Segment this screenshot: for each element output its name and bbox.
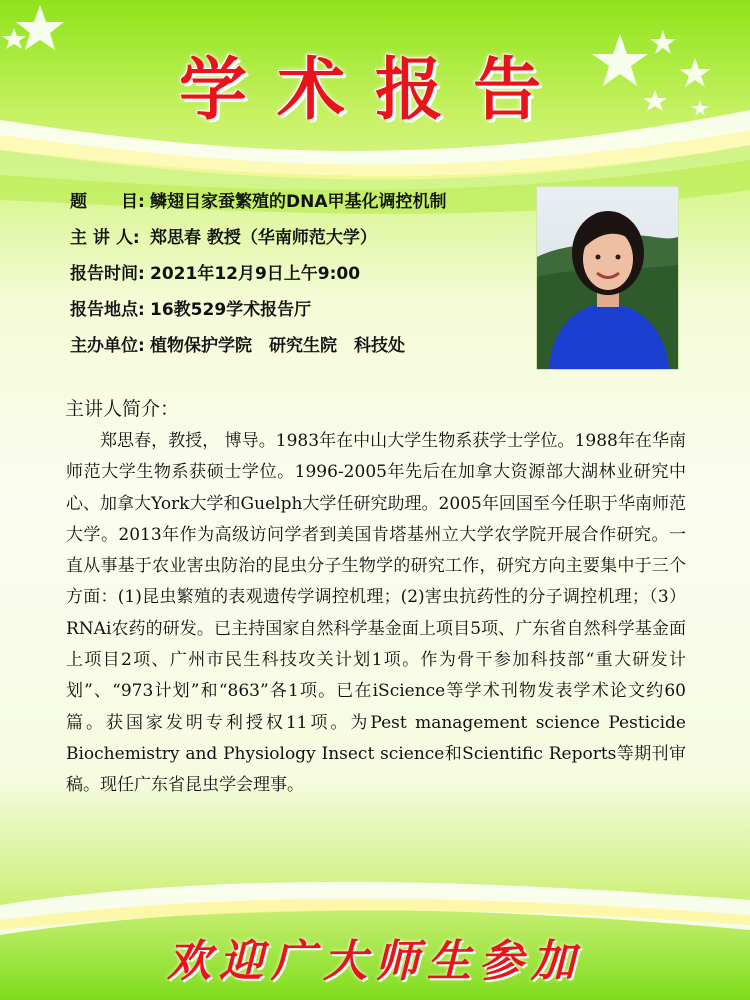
poster-title: 学术报告	[178, 51, 571, 130]
info-row-location	[70, 292, 447, 328]
info-label: 主办单位:	[70, 336, 145, 356]
welcome-slogan: 欢迎广大师生参加	[167, 936, 583, 987]
info-value: 郑思春 教授（华南师范大学）	[150, 228, 377, 248]
bio-heading: 主讲人简介：	[65, 398, 180, 420]
info-row-organizer	[70, 328, 447, 364]
info-value: 2021年12月9日上午9:00	[150, 264, 361, 284]
info-label: 报告地点:	[70, 300, 145, 320]
info-row-topic	[70, 184, 447, 220]
speaker-bio: 郑思春，教授， 博导。1983年在中山大学生物系获学士学位。1988年在华南师范大学生物系获硕士学位。1996-2005年先后在加拿大资源部大湖林业研究中心、加拿大York大学和Guelph大学任研究助理。2005年回国至今任职于华南师范大学。2013年作为高级访问学者到美国肯塔基州立大学农学院开展合作研究。一直从事基于农业害虫防治的昆虫分子生物学的研究工作，研究方向主要集中于三个方面：(1)昆虫繁殖的表观遗传学调控机理；(2)害虫抗药性的分子调控机理；（3）RNAi农药的研发。已主持国家自然科学基金面上项目5项、广东省自然科学基金面上项目2项、广州市民生科技攻关计划1项。作为骨干参加科技部“重大研发计划”、“973计划”和“863”各1项。已在iScience等学术刊物发表学术论文约60篇。获国家发明专利授权11项。为Pest management science Pesticide Biochemistry and Physiology Insect science和Scientific Reports等期刊审稿。现任广东省昆虫学会理事。	[66, 431, 686, 796]
info-label: 主 讲 人:	[70, 228, 140, 248]
info-value: 16教529学术报告厅	[150, 300, 312, 320]
info-value: 植物保护学院 研究生院 科技处	[150, 336, 405, 356]
speaker-photo	[537, 187, 678, 369]
info-value: 鳞翅目家蚕繁殖的DNA甲基化调控机制	[150, 192, 447, 212]
info-row-speaker	[70, 220, 447, 256]
info-row-time	[70, 256, 447, 292]
event-info	[70, 184, 447, 364]
info-label: 报告时间:	[70, 264, 145, 284]
info-label: 题 目:	[70, 192, 145, 212]
